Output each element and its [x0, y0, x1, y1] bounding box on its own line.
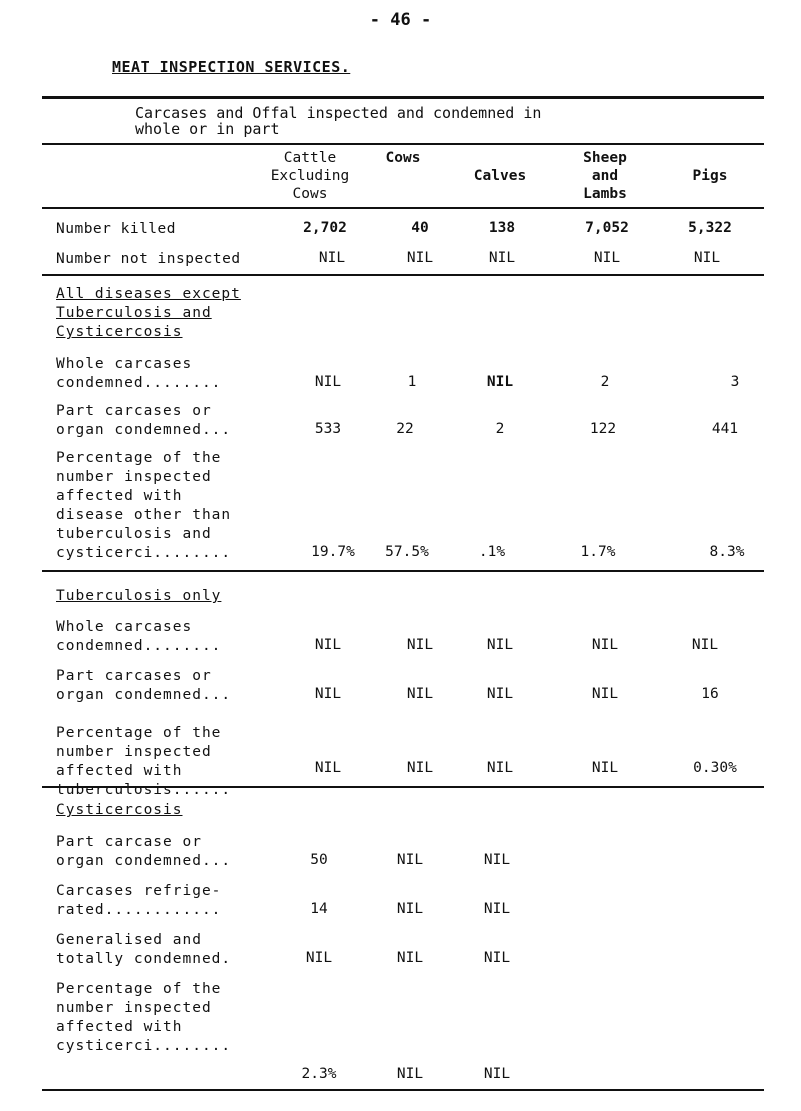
- column-header-sheep: Sheep and Lambs: [583, 150, 627, 202]
- ad-part-calves: 2: [495, 421, 505, 437]
- ad-pct-cattle: 19.7%: [311, 544, 355, 560]
- row-label-whole: Whole carcases condemned........: [56, 356, 222, 391]
- row-label-part: Part carcases or organ condemned...: [56, 668, 232, 703]
- tb-pct-pigs: 0.30%: [693, 760, 737, 776]
- tb-whole-cattle: NIL: [314, 637, 342, 653]
- cy-pct-cattle: 2.3%: [301, 1066, 337, 1082]
- tb-whole-calves: NIL: [486, 637, 514, 653]
- not-inspected-sheep: NIL: [593, 250, 621, 266]
- ad-pct-pigs: 8.3%: [709, 544, 745, 560]
- ad-whole-cattle: NIL: [314, 374, 342, 390]
- divider: [42, 207, 764, 209]
- tb-pct-calves: NIL: [486, 760, 514, 776]
- tb-part-cows: NIL: [406, 686, 434, 702]
- cy-part-cattle: 50: [310, 852, 328, 868]
- row-label-part: Part carcases or organ condemned...: [56, 403, 232, 438]
- row-label-generalised: Generalised and totally condemned.: [56, 932, 232, 967]
- tb-pct-sheep: NIL: [591, 760, 619, 776]
- ad-whole-sheep: 2: [600, 374, 610, 390]
- column-header-calves: Calves: [473, 168, 527, 184]
- ad-whole-cows: 1: [407, 374, 417, 390]
- column-header-pigs: Pigs: [692, 168, 728, 184]
- not-inspected-calves: NIL: [488, 250, 516, 266]
- ad-part-cattle: 533: [314, 421, 342, 437]
- row-label-killed: Number killed: [56, 221, 176, 237]
- page-title: MEAT INSPECTION SERVICES.: [112, 58, 351, 76]
- killed-pigs: 5,322: [688, 220, 732, 236]
- ad-pct-calves: .1%: [478, 544, 506, 560]
- divider: [42, 96, 764, 99]
- cy-pct-cows: NIL: [396, 1066, 424, 1082]
- section-heading-cysticercosis: Cysticercosis: [56, 802, 183, 818]
- divider: [42, 1089, 764, 1091]
- tb-whole-sheep: NIL: [591, 637, 619, 653]
- tb-pct-cows: NIL: [406, 760, 434, 776]
- page-number: - 46 -: [369, 10, 432, 30]
- cy-gen-cows: NIL: [396, 950, 424, 966]
- ad-part-cows: 22: [396, 421, 414, 437]
- tb-part-cattle: NIL: [314, 686, 342, 702]
- row-label-not-inspected: Number not inspected: [56, 251, 241, 267]
- killed-sheep: 7,052: [585, 220, 629, 236]
- tb-part-sheep: NIL: [591, 686, 619, 702]
- not-inspected-cows: NIL: [406, 250, 434, 266]
- cy-pct-calves: NIL: [483, 1066, 511, 1082]
- row-label-part: Part carcase or organ condemned...: [56, 834, 232, 869]
- divider: [42, 786, 764, 788]
- ad-pct-cows: 57.5%: [385, 544, 429, 560]
- ad-whole-pigs: 3: [730, 374, 740, 390]
- killed-calves: 138: [488, 220, 516, 236]
- killed-cows: 40: [411, 220, 429, 236]
- ad-part-pigs: 441: [711, 421, 739, 437]
- tb-whole-cows: NIL: [406, 637, 434, 653]
- cy-refrig-cattle: 14: [310, 901, 328, 917]
- divider: [42, 570, 764, 572]
- cy-refrig-cows: NIL: [396, 901, 424, 917]
- tb-pct-cattle: NIL: [314, 760, 342, 776]
- ad-part-sheep: 122: [589, 421, 617, 437]
- killed-cattle: 2,702: [303, 220, 347, 236]
- table-caption: Carcases and Offal inspected and condemned in whole or in part: [135, 104, 542, 138]
- row-label-percentage: Percentage of the number inspected affected with disease other than tuberculosis and cysticerci........: [56, 450, 232, 561]
- ad-pct-sheep: 1.7%: [580, 544, 616, 560]
- cy-gen-cattle: NIL: [305, 950, 333, 966]
- cy-part-calves: NIL: [483, 852, 511, 868]
- row-label-percentage: Percentage of the number inspected affected with cysticerci........: [56, 981, 232, 1054]
- not-inspected-cattle: NIL: [318, 250, 346, 266]
- column-header-cows: Cows: [385, 150, 421, 166]
- tb-part-pigs: 16: [701, 686, 719, 702]
- not-inspected-pigs: NIL: [693, 250, 721, 266]
- section-heading-tb: Tuberculosis only: [56, 588, 222, 604]
- cy-refrig-calves: NIL: [483, 901, 511, 917]
- row-label-refrigerated: Carcases refrige- rated............: [56, 883, 222, 918]
- row-label-whole: Whole carcases condemned........: [56, 619, 222, 654]
- row-label-percentage: Percentage of the number inspected affected with tuberculosis......: [56, 725, 232, 798]
- column-header-cattle: Cattle Excluding Cows: [270, 150, 350, 202]
- divider: [42, 143, 764, 145]
- cy-gen-calves: NIL: [483, 950, 511, 966]
- tb-whole-pigs: NIL: [691, 637, 719, 653]
- section-heading-all-diseases: All diseases except Tuberculosis and Cysticercosis: [56, 286, 241, 340]
- tb-part-calves: NIL: [486, 686, 514, 702]
- cy-part-cows: NIL: [396, 852, 424, 868]
- divider: [42, 274, 764, 276]
- ad-whole-calves: NIL: [486, 374, 514, 390]
